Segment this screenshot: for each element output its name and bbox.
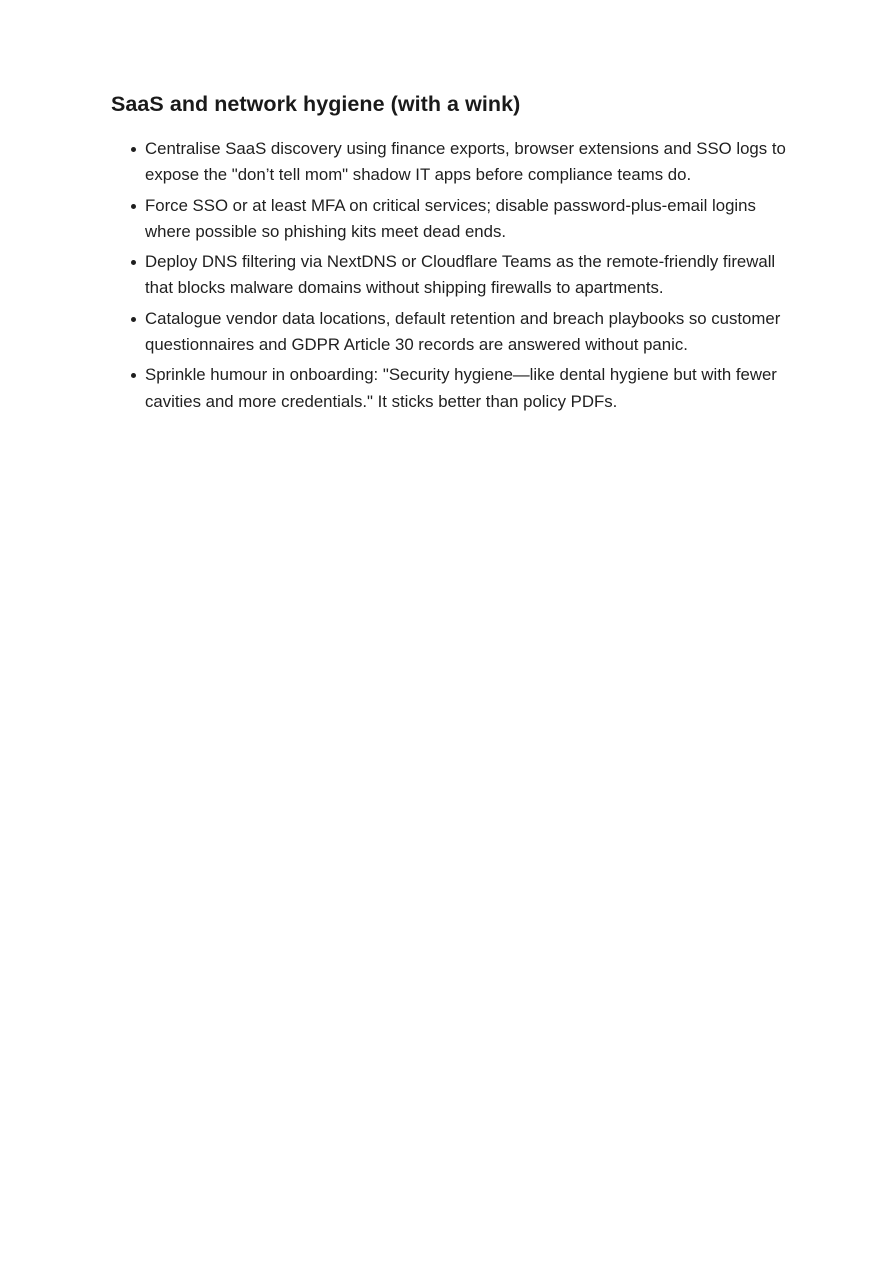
bullet-list [111,136,791,415]
list-item: Catalogue vendor data locations, default retention and breach playbooks so customer questionnaires and GDPR Article 30 records are answered without panic. [145,306,791,359]
list-item: Sprinkle humour in onboarding: "Security hygiene—like dental hygiene but with fewer cavities and more credentials." It sticks better than policy PDFs. [145,362,791,415]
list-item: Centralise SaaS discovery using finance exports, browser extensions and SSO logs to expose the "don’t tell mom" shadow IT apps before compliance teams do. [145,136,791,189]
list-item: Deploy DNS filtering via NextDNS or Cloudflare Teams as the remote-friendly firewall that blocks malware domains without shipping firewalls to apartments. [145,249,791,302]
list-item: Force SSO or at least MFA on critical services; disable password-plus-email logins where possible so phishing kits meet dead ends. [145,193,791,246]
document-content [111,89,791,419]
section-heading: SaaS and network hygiene (with a wink) [111,92,521,116]
